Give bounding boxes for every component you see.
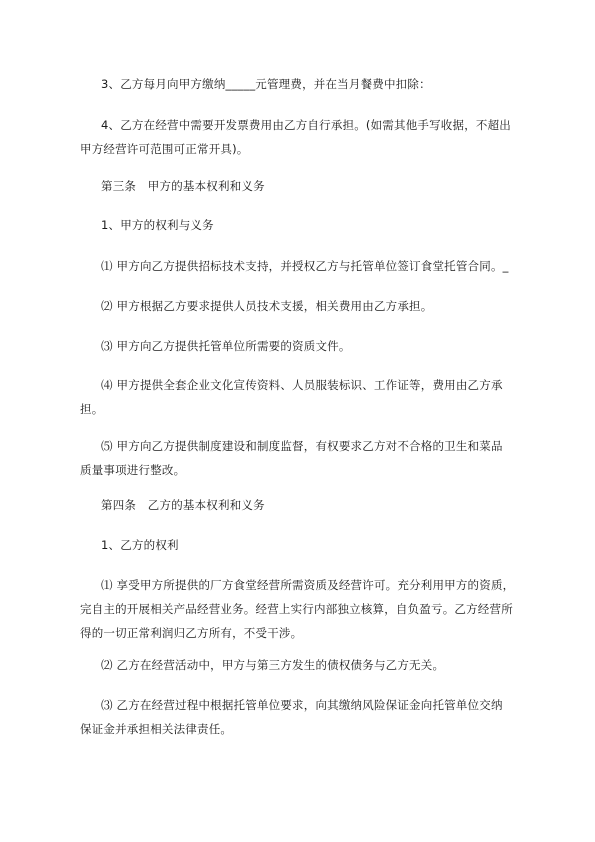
text-line: 甲方经营许可范围可正常开具)。 [80, 142, 249, 156]
text-line: 得的一切正常利润归乙方所有，不受干涉。 [80, 626, 303, 640]
text-line: ⑶ 甲方向乙方提供托管单位所需要的资质文件。 [101, 339, 351, 353]
text-line: ⑴ 享受甲方所提供的厂方食堂经营所需资质及经营许可。充分利用甲方的资质， [101, 578, 515, 592]
paragraph-b-item-3 [80, 693, 525, 741]
text-line: 3、乙方每月向甲方缴纳_____元管理费，并在当月餐费中扣除： [101, 77, 431, 91]
text-line: 完自主的开展相关产品经营业务。经营上实行内部独立核算，自负盈亏。乙方经营所 [80, 602, 513, 616]
text-line: 4、乙方在经营中需要开发票费用由乙方自行承担。(如需其他手写收据，不超出 [101, 118, 511, 132]
paragraph-party-b-rights [101, 533, 525, 557]
paragraph-b-item-2 [101, 653, 525, 677]
text-line: 保证金并承担相关法律责任。 [80, 722, 233, 736]
article-3-heading [101, 174, 525, 198]
text-line: 质量事项进行整改。 [80, 463, 186, 477]
paragraph-a-item-4 [80, 373, 525, 421]
paragraph-a-item-2 [101, 294, 525, 318]
text-line: ⑶ 乙方在经营过程中根据托管单位要求，向其缴纳风险保证金向托管单位交纳 [101, 698, 503, 712]
paragraph-a-item-3 [101, 334, 525, 358]
paragraph-invoice-cost [80, 113, 525, 161]
text-line: 1、乙方的权利 [101, 538, 179, 552]
text-line: ⑷ 甲方提供全套企业文化宣传资料、人员服装标识、工作证等，费用由乙方承 [101, 378, 503, 392]
paragraph-management-fee [101, 72, 525, 96]
text-line: ⑴ 甲方向乙方提供招标技术支持，并授权乙方与托管单位签订食堂托管合同。_ [101, 259, 509, 273]
text-line: ⑵ 乙方在经营活动中，甲方与第三方发生的债权债务与乙方无关。 [101, 658, 445, 672]
paragraph-a-item-5 [80, 434, 525, 482]
section-heading: 第三条 甲方的基本权利和义务 [101, 179, 265, 193]
paragraph-a-item-1 [101, 254, 525, 278]
paragraph-b-item-1 [80, 573, 525, 645]
text-line: 1、甲方的权利与义务 [101, 218, 214, 232]
paragraph-party-a-rights [101, 213, 525, 237]
article-4-heading [101, 493, 525, 517]
text-line: ⑵ 甲方根据乙方要求提供人员技术支援，相关费用由乙方承担。 [101, 299, 433, 313]
section-heading: 第四条 乙方的基本权利和义务 [101, 498, 265, 512]
text-line: 担。 [80, 402, 104, 416]
text-line: ⑸ 甲方向乙方提供制度建设和制度监督，有权要求乙方对不合格的卫生和菜品 [101, 439, 503, 453]
